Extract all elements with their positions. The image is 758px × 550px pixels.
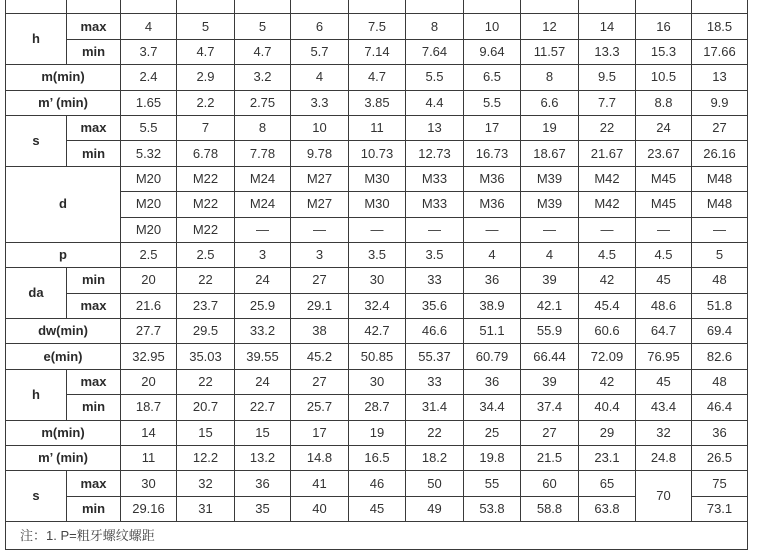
value-cell: 42 [579, 369, 636, 394]
table-row [6, 90, 748, 115]
value-cell: M45 [636, 192, 692, 217]
value-cell: 25.7 [291, 395, 349, 420]
row-sublabel: min [67, 39, 121, 64]
value-cell: 6.78 [177, 141, 235, 166]
value-cell: 8.8 [636, 90, 692, 115]
value-cell: 18.2 [406, 446, 464, 471]
value-cell: 15 [235, 420, 291, 445]
value-cell: 46.4 [692, 395, 748, 420]
value-cell: 10 [464, 14, 521, 39]
value-cell: 26.16 [692, 141, 748, 166]
value-cell: 45 [349, 496, 406, 521]
value-cell: 2.75 [235, 90, 291, 115]
value-cell: 30 [349, 369, 406, 394]
value-cell: 4.5 [579, 242, 636, 267]
row-label: e(min) [6, 344, 121, 369]
row-sublabel: min [67, 141, 121, 166]
value-cell: 73.1 [692, 496, 748, 521]
value-cell: — [579, 217, 636, 242]
value-cell: 21.5 [521, 446, 579, 471]
value-cell: 15.3 [636, 39, 692, 64]
value-cell: 36 [692, 420, 748, 445]
value-cell: 40 [291, 496, 349, 521]
value-cell: 17 [291, 420, 349, 445]
value-cell: 22 [177, 268, 235, 293]
value-cell: 25.9 [235, 293, 291, 318]
value-cell: 21.67 [579, 141, 636, 166]
value-cell: M33 [406, 166, 464, 191]
value-cell: 29.16 [121, 496, 177, 521]
row-label: da [6, 268, 67, 319]
value-cell: M36 [464, 166, 521, 191]
value-cell: 24 [636, 115, 692, 140]
value-cell: 11 [121, 446, 177, 471]
table-row [6, 319, 748, 344]
value-cell: 18.5 [692, 14, 748, 39]
value-cell: M24 [235, 166, 291, 191]
value-cell: 3 [235, 242, 291, 267]
value-cell: 4.7 [177, 39, 235, 64]
value-cell: 3.5 [406, 242, 464, 267]
value-cell: — [406, 217, 464, 242]
value-cell: 22.7 [235, 395, 291, 420]
value-cell: 12.73 [406, 141, 464, 166]
value-cell: 41 [291, 471, 349, 496]
value-cell: 36 [235, 471, 291, 496]
table-row [6, 115, 748, 140]
value-cell: 7.14 [349, 39, 406, 64]
value-cell: 55 [464, 471, 521, 496]
nut-dimension-table [5, 0, 748, 550]
value-cell: 14 [579, 14, 636, 39]
row-label: m’ (min) [6, 446, 121, 471]
row-label: h [6, 14, 67, 65]
row-label: d [6, 166, 121, 242]
value-cell: 64.7 [636, 319, 692, 344]
value-cell: 32.95 [121, 344, 177, 369]
value-cell: 24 [235, 369, 291, 394]
value-cell: 18.67 [521, 141, 579, 166]
table-row [6, 471, 748, 496]
value-cell: M48 [692, 192, 748, 217]
value-cell: M22 [177, 192, 235, 217]
value-cell: 3.3 [291, 90, 349, 115]
value-cell: 38.9 [464, 293, 521, 318]
value-cell: 4 [464, 242, 521, 267]
value-cell: 10 [291, 115, 349, 140]
value-cell: 35.03 [177, 344, 235, 369]
value-cell: 42 [579, 268, 636, 293]
value-cell: 60.6 [579, 319, 636, 344]
value-cell: 5.32 [121, 141, 177, 166]
value-cell: — [521, 217, 579, 242]
value-cell [636, 0, 692, 14]
value-cell: 46 [349, 471, 406, 496]
value-cell: 24.8 [636, 446, 692, 471]
value-cell: 49 [406, 496, 464, 521]
value-cell: 30 [121, 471, 177, 496]
value-cell: 9.5 [579, 65, 636, 90]
value-cell: 7.5 [349, 14, 406, 39]
row-sublabel: max [67, 369, 121, 394]
value-cell: 5.5 [121, 115, 177, 140]
value-cell: M39 [521, 166, 579, 191]
value-cell: 35.6 [406, 293, 464, 318]
value-cell: 14.8 [291, 446, 349, 471]
value-cell: M27 [291, 192, 349, 217]
value-cell: M27 [291, 166, 349, 191]
row-sublabel: min [67, 268, 121, 293]
value-cell: M20 [121, 217, 177, 242]
value-cell: 16.5 [349, 446, 406, 471]
value-cell: 42.7 [349, 319, 406, 344]
value-cell: 29.5 [177, 319, 235, 344]
value-cell: 27 [692, 115, 748, 140]
value-cell: 5.5 [406, 65, 464, 90]
row-sublabel: max [67, 471, 121, 496]
table-row [6, 39, 748, 64]
value-cell: 4 [121, 14, 177, 39]
value-cell: 11.57 [521, 39, 579, 64]
value-cell [291, 0, 349, 14]
value-cell: M39 [521, 192, 579, 217]
value-cell: 2.2 [177, 90, 235, 115]
value-cell: 5 [692, 242, 748, 267]
value-cell: 22 [177, 369, 235, 394]
note-row [6, 522, 748, 550]
value-cell: 46.6 [406, 319, 464, 344]
value-cell: 7.78 [235, 141, 291, 166]
value-cell: 9.9 [692, 90, 748, 115]
value-cell: 69.4 [692, 319, 748, 344]
row-sublabel: max [67, 293, 121, 318]
value-cell: 39.55 [235, 344, 291, 369]
value-cell: 16.73 [464, 141, 521, 166]
row-sublabel: max [67, 115, 121, 140]
value-cell: 5.7 [291, 39, 349, 64]
value-cell [177, 0, 235, 14]
value-cell: 4.7 [349, 65, 406, 90]
table-row [6, 395, 748, 420]
value-cell: 6.5 [464, 65, 521, 90]
value-cell: 4.7 [235, 39, 291, 64]
value-cell: 8 [406, 14, 464, 39]
table-row [6, 268, 748, 293]
value-cell: 2.5 [121, 242, 177, 267]
value-cell: 32 [177, 471, 235, 496]
value-cell: 12.2 [177, 446, 235, 471]
value-cell: 4.4 [406, 90, 464, 115]
table-row [6, 420, 748, 445]
value-cell: 7 [177, 115, 235, 140]
value-cell: 1.65 [121, 90, 177, 115]
value-cell: 12 [521, 14, 579, 39]
value-cell: M30 [349, 192, 406, 217]
value-cell: 22 [406, 420, 464, 445]
value-cell [692, 0, 748, 14]
value-cell: 51.1 [464, 319, 521, 344]
value-cell: 3.5 [349, 242, 406, 267]
value-cell: 5 [235, 14, 291, 39]
value-cell: 31 [177, 496, 235, 521]
value-cell: 4.5 [636, 242, 692, 267]
value-cell [521, 0, 579, 14]
value-cell: 9.78 [291, 141, 349, 166]
value-cell: 15 [177, 420, 235, 445]
table-row [6, 141, 748, 166]
row-sublabel: max [67, 14, 121, 39]
value-cell: 66.44 [521, 344, 579, 369]
value-cell: M20 [121, 192, 177, 217]
value-cell: 6 [291, 14, 349, 39]
footnote: 注：1. P=粗牙螺纹螺距 [6, 522, 748, 550]
value-cell: 32.4 [349, 293, 406, 318]
value-cell: 23.67 [636, 141, 692, 166]
table-row [6, 14, 748, 39]
value-cell: — [464, 217, 521, 242]
value-cell: M48 [692, 166, 748, 191]
value-cell: 33.2 [235, 319, 291, 344]
value-cell: 2.9 [177, 65, 235, 90]
table-row [6, 344, 748, 369]
table-row [6, 446, 748, 471]
value-cell: 45.4 [579, 293, 636, 318]
value-cell: 6.6 [521, 90, 579, 115]
value-cell [579, 0, 636, 14]
value-cell: 9.64 [464, 39, 521, 64]
value-cell: 11 [349, 115, 406, 140]
value-cell: 32 [636, 420, 692, 445]
value-cell: 27.7 [121, 319, 177, 344]
row-label: s [6, 115, 67, 166]
value-cell: 27 [521, 420, 579, 445]
row-sublabel: min [67, 496, 121, 521]
value-cell: 19.8 [464, 446, 521, 471]
value-cell: 18.7 [121, 395, 177, 420]
value-cell: 82.6 [692, 344, 748, 369]
value-cell: 7.7 [579, 90, 636, 115]
value-cell: 55.9 [521, 319, 579, 344]
value-cell [121, 0, 177, 14]
table-row [6, 166, 748, 191]
value-cell: 34.4 [464, 395, 521, 420]
value-cell: 40.4 [579, 395, 636, 420]
value-cell: 51.8 [692, 293, 748, 318]
value-cell: 65 [579, 471, 636, 496]
value-cell: 38 [291, 319, 349, 344]
value-cell: 5.5 [464, 90, 521, 115]
value-cell: M45 [636, 166, 692, 191]
value-cell: 7.64 [406, 39, 464, 64]
value-cell: 58.8 [521, 496, 579, 521]
value-cell: 4 [291, 65, 349, 90]
value-cell: 28.7 [349, 395, 406, 420]
spec-table-container [5, 0, 748, 550]
value-cell: 25 [464, 420, 521, 445]
value-cell: 29 [579, 420, 636, 445]
value-cell: 35 [235, 496, 291, 521]
value-cell: 10.5 [636, 65, 692, 90]
value-cell: 17 [464, 115, 521, 140]
value-cell: 20 [121, 369, 177, 394]
value-cell: M24 [235, 192, 291, 217]
value-cell: 70 [636, 471, 692, 522]
value-cell: 36 [464, 268, 521, 293]
value-cell: 33 [406, 369, 464, 394]
value-cell: 45 [636, 369, 692, 394]
value-cell: 31.4 [406, 395, 464, 420]
value-cell: 2.5 [177, 242, 235, 267]
table-row [6, 65, 748, 90]
value-cell: 8 [235, 115, 291, 140]
value-cell: 13 [406, 115, 464, 140]
value-cell: 60 [521, 471, 579, 496]
value-cell: 26.5 [692, 446, 748, 471]
value-cell [406, 0, 464, 14]
value-cell: — [291, 217, 349, 242]
value-cell: M30 [349, 166, 406, 191]
value-cell: 8 [521, 65, 579, 90]
value-cell: 39 [521, 268, 579, 293]
value-cell: 42.1 [521, 293, 579, 318]
row-label [6, 0, 67, 14]
value-cell: 23.7 [177, 293, 235, 318]
value-cell: — [235, 217, 291, 242]
value-cell: 3.85 [349, 90, 406, 115]
table-row [6, 369, 748, 394]
value-cell: 3.2 [235, 65, 291, 90]
value-cell: 53.8 [464, 496, 521, 521]
row-label: p [6, 242, 121, 267]
row-label: m(min) [6, 420, 121, 445]
value-cell: 45.2 [291, 344, 349, 369]
row-label: h [6, 369, 67, 420]
value-cell: 2.4 [121, 65, 177, 90]
value-cell: 45 [636, 268, 692, 293]
value-cell: 39 [521, 369, 579, 394]
value-cell: 10.73 [349, 141, 406, 166]
value-cell: — [692, 217, 748, 242]
value-cell: 13.3 [579, 39, 636, 64]
value-cell: — [349, 217, 406, 242]
value-cell: 5 [177, 14, 235, 39]
value-cell: 13.2 [235, 446, 291, 471]
value-cell: 75 [692, 471, 748, 496]
value-cell: 60.79 [464, 344, 521, 369]
value-cell: M33 [406, 192, 464, 217]
value-cell: 23.1 [579, 446, 636, 471]
value-cell: 48 [692, 369, 748, 394]
value-cell: 72.09 [579, 344, 636, 369]
value-cell: 27 [291, 268, 349, 293]
value-cell: 20.7 [177, 395, 235, 420]
value-cell: 19 [521, 115, 579, 140]
value-cell: 36 [464, 369, 521, 394]
value-cell: 16 [636, 14, 692, 39]
value-cell: 33 [406, 268, 464, 293]
value-cell: 3.7 [121, 39, 177, 64]
value-cell [349, 0, 406, 14]
value-cell: M42 [579, 192, 636, 217]
row-label: s [6, 471, 67, 522]
value-cell [235, 0, 291, 14]
value-cell: M22 [177, 166, 235, 191]
value-cell: 43.4 [636, 395, 692, 420]
value-cell: 63.8 [579, 496, 636, 521]
value-cell: 30 [349, 268, 406, 293]
row-sublabel [67, 0, 121, 14]
value-cell: 37.4 [521, 395, 579, 420]
value-cell: 20 [121, 268, 177, 293]
value-cell: M22 [177, 217, 235, 242]
value-cell: 24 [235, 268, 291, 293]
value-cell: 27 [291, 369, 349, 394]
value-cell: M36 [464, 192, 521, 217]
value-cell: 50.85 [349, 344, 406, 369]
value-cell: 3 [291, 242, 349, 267]
value-cell: 29.1 [291, 293, 349, 318]
row-sublabel: min [67, 395, 121, 420]
row-label: dw(min) [6, 319, 121, 344]
table-row [6, 293, 748, 318]
table-row [6, 0, 748, 14]
value-cell [464, 0, 521, 14]
value-cell: 21.6 [121, 293, 177, 318]
value-cell: M20 [121, 166, 177, 191]
table-row [6, 242, 748, 267]
value-cell: 55.37 [406, 344, 464, 369]
value-cell: 50 [406, 471, 464, 496]
value-cell: M42 [579, 166, 636, 191]
value-cell: 13 [692, 65, 748, 90]
value-cell: 76.95 [636, 344, 692, 369]
value-cell: 19 [349, 420, 406, 445]
value-cell: 17.66 [692, 39, 748, 64]
value-cell: 48 [692, 268, 748, 293]
value-cell: 48.6 [636, 293, 692, 318]
row-label: m’ (min) [6, 90, 121, 115]
value-cell: — [636, 217, 692, 242]
value-cell: 14 [121, 420, 177, 445]
value-cell: 4 [521, 242, 579, 267]
row-label: m(min) [6, 65, 121, 90]
value-cell: 22 [579, 115, 636, 140]
